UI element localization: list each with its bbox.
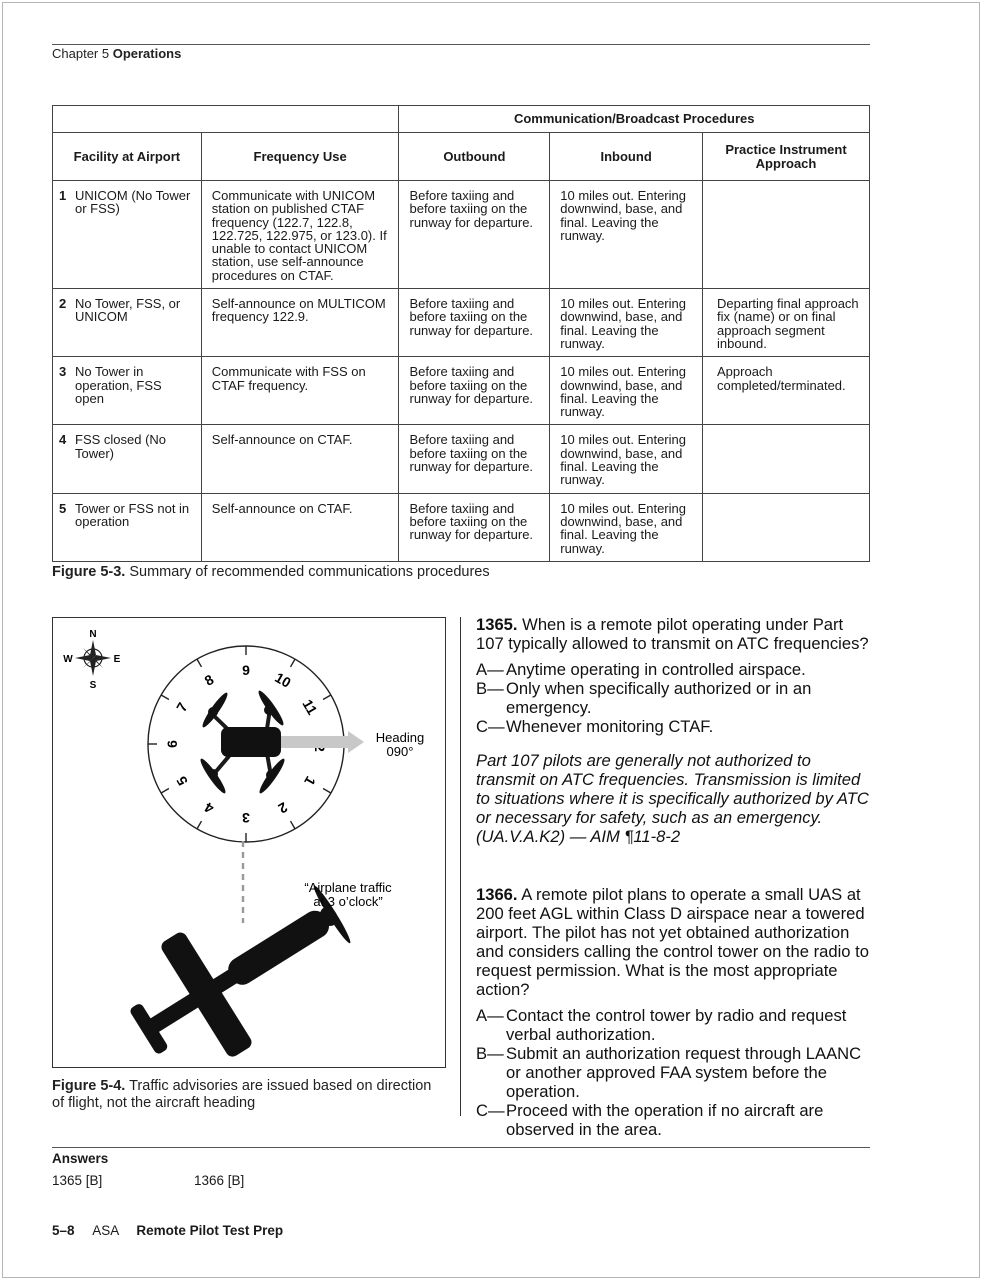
clock-number: 8 — [201, 671, 217, 689]
column-header: Practice Instrument Approach — [703, 133, 870, 181]
table-row — [53, 493, 870, 561]
clock-number: 3 — [242, 810, 250, 826]
approach-cell: Departing final approach fix (name) or on final approach segment inbound. — [717, 296, 859, 351]
frequency-cell: Communicate with UNICOM station on published CTAF frequency (122.7, 122.8, 122.725, 122.975, or 123.0). If unable to contact UNICOM station, use self-announce procedures on CTAF. — [211, 188, 387, 283]
page-footer — [52, 1223, 283, 1238]
clock-number: 11 — [299, 696, 321, 718]
question-number: 1366. — [476, 885, 518, 904]
row-number: 5 — [59, 500, 67, 516]
facility-cell: No Tower in operation, FSS open — [75, 364, 162, 406]
row-number: 2 — [59, 296, 67, 312]
row-number: 3 — [59, 364, 67, 380]
group-header: Communication/Broadcast Procedures — [399, 106, 870, 133]
clock-tick — [161, 789, 169, 794]
facility-cell: No Tower, FSS, or UNICOM — [75, 296, 181, 325]
frequency-cell: Communicate with FSS on CTAF frequency. — [211, 364, 366, 393]
clock-number: 4 — [201, 799, 217, 817]
compass-s: S — [89, 680, 97, 691]
compass-e: E — [113, 654, 121, 665]
traffic-diagram — [53, 618, 447, 1069]
column-header: Facility at Airport — [53, 133, 202, 181]
figure-5-3-caption — [52, 564, 490, 580]
question-text: When is a remote pilot operating under Part 107 typically allowed to transmit on ATC frequencies? — [476, 615, 869, 653]
column-header: Frequency Use — [201, 133, 399, 181]
question-stem — [476, 615, 872, 653]
answer-option: A— Anytime operating in controlled airspace. — [476, 660, 806, 679]
inbound-cell: 10 miles out. Entering downwind, base, and final. Leaving the runway. — [560, 432, 686, 488]
answer-key-item: 1366 [B] — [194, 1173, 245, 1188]
outbound-cell: Before taxiing and before taxiing on the runway for departure. — [409, 432, 534, 475]
approach-cell: Approach completed/terminated. — [717, 364, 846, 393]
outbound-cell: Before taxiing and before taxiing on the runway for departure. — [409, 500, 534, 543]
compass-rose-icon — [63, 629, 120, 691]
clock-tick — [291, 659, 296, 667]
clock-tick — [197, 821, 202, 829]
inbound-cell: 10 miles out. Entering downwind, base, and final. Leaving the runway. — [560, 500, 686, 556]
clock-tick — [323, 695, 331, 700]
figure-5-4-box — [52, 617, 446, 1068]
header-rule — [52, 44, 870, 45]
row-number: 1 — [59, 188, 67, 203]
approach-cell — [703, 181, 869, 195]
frequency-cell: Self-announce on CTAF. — [211, 432, 353, 448]
figure-caption-text: Traffic advisories are issued based on direction of flight, not the aircraft heading — [52, 1078, 432, 1111]
figure-label: Figure 5-3. — [52, 564, 126, 580]
facility-cell: FSS closed (No Tower) — [75, 432, 167, 461]
clock-number: 9 — [242, 662, 250, 678]
figure-caption-text: Summary of recommended communications procedures — [129, 564, 490, 580]
answer-option: A— Contact the control tower by radio and request verbal authorization. — [476, 1006, 847, 1044]
frequency-cell: Self-announce on MULTICOM frequency 122.9. — [211, 296, 386, 325]
question-stem — [476, 885, 872, 999]
publisher: ASA — [92, 1223, 119, 1238]
drone-icon — [198, 689, 288, 796]
chapter-prefix: Chapter 5 — [52, 46, 110, 61]
column-header: Inbound — [550, 133, 703, 181]
facility-cell: UNICOM (No Tower or FSS) — [75, 188, 191, 217]
clock-tick — [161, 695, 169, 700]
clock-number: 6 — [164, 740, 180, 748]
question-number: 1365. — [476, 615, 518, 634]
clock-tick — [291, 821, 296, 829]
approach-cell — [703, 425, 869, 439]
approach-cell — [703, 494, 869, 508]
column-divider — [460, 617, 461, 1116]
facility-cell: Tower or FSS not in operation — [75, 500, 190, 529]
clock-number: 1 — [301, 773, 319, 789]
answers-title: Answers — [52, 1151, 109, 1166]
outbound-cell: Before taxiing and before taxiing on the runway for departure. — [409, 296, 534, 338]
traffic-quote-line2: at 3 o’clock” — [313, 894, 383, 909]
compass-n: N — [89, 629, 97, 640]
compass-w: W — [63, 654, 73, 665]
explanation: Part 107 pilots are generally not authorized to transmit on ATC frequencies. Transmission is limited to situations where it is specifically authorized by ATC or necessary for safety, such as an emergency. (UA.V.A.K2) — AIM ¶11-8-2 — [476, 751, 869, 846]
figure-label: Figure 5-4. — [52, 1078, 126, 1094]
clock-number: 2 — [275, 799, 291, 817]
question-1366 — [476, 885, 872, 1139]
communications-table — [52, 105, 870, 562]
clock-tick — [323, 789, 331, 794]
frequency-cell: Self-announce on CTAF. — [211, 500, 353, 516]
table-row — [53, 289, 870, 357]
inbound-cell: 10 miles out. Entering downwind, base, and final. Leaving the runway. — [560, 296, 686, 351]
inbound-cell: 10 miles out. Entering downwind, base, and final. Leaving the runway. — [560, 188, 686, 243]
inbound-cell: 10 miles out. Entering downwind, base, and final. Leaving the runway. — [560, 364, 686, 420]
question-1365 — [476, 615, 872, 846]
outbound-cell: Before taxiing and before taxiing on the runway for departure. — [409, 364, 534, 406]
table-row — [53, 357, 870, 425]
answer-option: B— Only when specifically authorized or in an emergency. — [476, 679, 812, 717]
answers-rule — [52, 1147, 870, 1148]
clock-tick — [197, 659, 202, 667]
traffic-quote-line1: “Airplane traffic — [304, 880, 392, 895]
clock-number: 5 — [173, 773, 191, 789]
chapter-title: Operations — [112, 46, 182, 61]
answer-key-item: 1365 [B] — [52, 1173, 103, 1188]
figure-5-4-caption — [52, 1078, 446, 1112]
outbound-cell: Before taxiing and before taxiing on the runway for departure. — [409, 188, 534, 230]
heading-value: 090° — [386, 744, 414, 759]
chapter-header — [52, 46, 181, 61]
page-number: 5–8 — [52, 1223, 75, 1238]
heading-label: Heading — [375, 730, 425, 745]
answer-option: C— Proceed with the operation if no aircraft are observed in the area. — [476, 1101, 824, 1139]
clock-number: 10 — [272, 669, 294, 691]
column-header: Outbound — [399, 133, 550, 181]
answer-option: B— Submit an authorization request through LAANC or another approved FAA system before the operation. — [476, 1044, 862, 1101]
answer-option: C— Whenever monitoring CTAF. — [476, 717, 714, 736]
clock-number: 7 — [173, 699, 191, 715]
book-title: Remote Pilot Test Prep — [136, 1223, 284, 1238]
blank-header-cell — [53, 106, 399, 133]
question-text: A remote pilot plans to operate a small UAS at 200 feet AGL within Class D airspace near a towered airport. The pilot has not yet obtained authorization and considers calling the control tower on the radio to request permission. What is the most appropriate action? — [476, 885, 869, 999]
table-row — [53, 425, 870, 493]
table-row — [53, 181, 870, 289]
row-number: 4 — [59, 432, 67, 448]
